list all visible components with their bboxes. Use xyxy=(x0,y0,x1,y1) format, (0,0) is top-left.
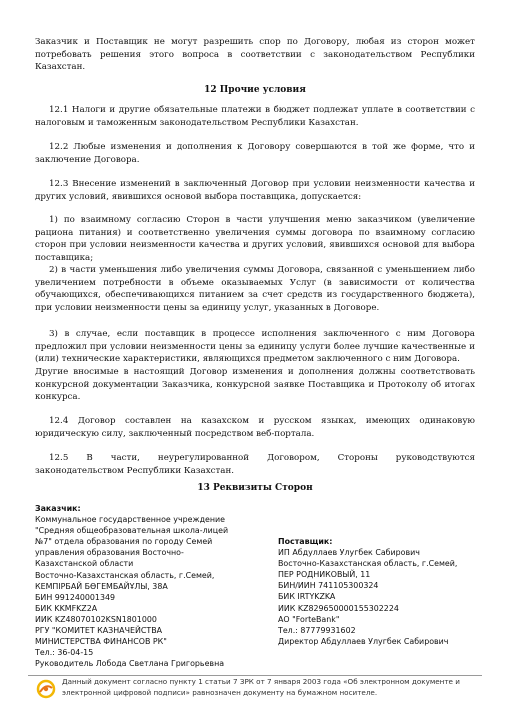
customer-line: "Средняя общеобразовательная школа-лицей xyxy=(35,526,229,536)
paragraph-12-3-3: 3) в случае, если поставщик в процессе исполнения заключенного с ним Договора предложил при условии неизменности цены за единицу услуги более лучшие качественные и (или) технические характеристики, являющихся предметом заключенного с ним Договора. xyxy=(35,329,475,365)
paragraph-12-3-1: 1) по взаимному согласию Сторон в части улучшения меню заказчиком (увеличение рациона питания) и соответственно увеличения суммы договора по взаимному согласию сторон при условии неизменности качества и других условий, явившихся основой для выбора поставщика; xyxy=(35,215,475,263)
customer-line: КЕМПІРБАЙ БӨГЕМБАЙҰЛЫ, 38А xyxy=(35,581,168,591)
paragraph-12-1: 12.1 Налоги и другие обязательные платежи в бюджет подлежат уплате в соответствии с налоговым и таможенным законодательством Республики Казахстан. xyxy=(35,105,475,128)
supplier-line: ИП Абдуллаев Улугбек Сабирович xyxy=(278,548,420,558)
customer-requisites xyxy=(35,503,255,669)
heading-section-13: 13 Реквизиты Сторон xyxy=(197,483,313,493)
footer-divider xyxy=(28,675,482,676)
customer-line: МИНИСТЕРСТВА ФИНАНСОВ РК" xyxy=(35,637,167,647)
paragraph-12-3: 12.3 Внесение изменений в заключенный Договор при условии неизменности качества и других условий, явившихся основой выбора поставщика, допускается: xyxy=(35,179,475,202)
customer-line: Тел.: 36-04-15 xyxy=(35,648,94,658)
paragraph-12-2: 12.2 Любые изменения и дополнения к Договору совершаются в той же форме, что и заключение Договора. xyxy=(35,142,475,165)
supplier-line: Тел.: 87779931602 xyxy=(278,625,356,635)
customer-line: ИИК KZ48070102KSN1801000 xyxy=(35,614,157,624)
supplier-line: ПЕР РОДНИКОВЫЙ, 11 xyxy=(278,570,371,580)
supplier-line: ИИК KZ829650000155302224 xyxy=(278,603,399,613)
supplier-line: Восточно-Казахстанская область, г.Семей, xyxy=(278,559,458,569)
e-gov-logo-icon xyxy=(36,679,56,699)
supplier-line: Директор Абдуллаев Улугбек Сабирович xyxy=(278,636,449,646)
paragraph-12-3-2: 2) в части уменьшения либо увеличения суммы Договора, связанной с уменьшением либо увеличением потребности в объеме оказываемых Услуг (в зависимости от количества обучающихся, обеспечивающихся питанием за счет средств из государственного бюджета), при условии неизменности цены за единицу услуг, указанных в Договоре. xyxy=(35,265,475,313)
customer-line: Казахстанской области xyxy=(35,559,134,569)
customer-line: РГУ "КОМИТЕТ КАЗНАЧЕЙСТВА xyxy=(35,626,163,636)
customer-line: Коммунальное государственное учреждение xyxy=(35,515,226,525)
footer-disclaimer: Данный документ согласно пункту 1 статьи 7 ЗРК от 7 января 2003 года «Об электронном документе и электронной цифровой подписи» равнозначен документу на бумажном носителе. xyxy=(62,677,460,697)
paragraph-dispute: Заказчик и Поставщик не могут разрешить спор по Договору, любая из сторон может потребовать решения этого вопроса в соответствии с законодательством Республики Казахстан. xyxy=(35,37,475,73)
supplier-title: Поставщик: xyxy=(278,537,333,546)
supplier-line: АО "ForteBank" xyxy=(278,614,340,624)
paragraph-12-3-other: Другие вносимые в настоящий Договор изменения и дополнения должны соответствовать конкурсной документации Заказчика, конкурсной заявке Поставщика и Протоколу об итогах конкурса. xyxy=(35,367,475,403)
customer-line: БИК KKMFKZ2A xyxy=(35,603,98,613)
supplier-line: БИН/ИИН 741105300324 xyxy=(278,581,379,591)
customer-title: Заказчик: xyxy=(35,504,81,513)
heading-section-12: 12 Прочие условия xyxy=(204,85,306,95)
customer-line: №7" отдела образования по городу Семей xyxy=(35,537,213,547)
customer-line: Восточно-Казахстанская область, г.Семей, xyxy=(35,570,215,580)
customer-line: БИН 991240001349 xyxy=(35,592,116,602)
paragraph-12-4: 12.4 Договор составлен на казахском и русском языках, имеющих одинаковую юридическую силу, заключенный посредством веб-портала. xyxy=(35,416,475,439)
customer-line: Руководитель Лобода Светлана Григорьевна xyxy=(35,659,225,669)
supplier-line: БИК IRTYKZKA xyxy=(278,592,336,602)
supplier-requisites xyxy=(278,536,483,647)
customer-line: управления образования Восточно- xyxy=(35,548,184,558)
paragraph-12-5: 12.5 В части, неурегулированной Договором, Стороны руководствуются законодательством Республики Казахстан. xyxy=(35,453,475,476)
